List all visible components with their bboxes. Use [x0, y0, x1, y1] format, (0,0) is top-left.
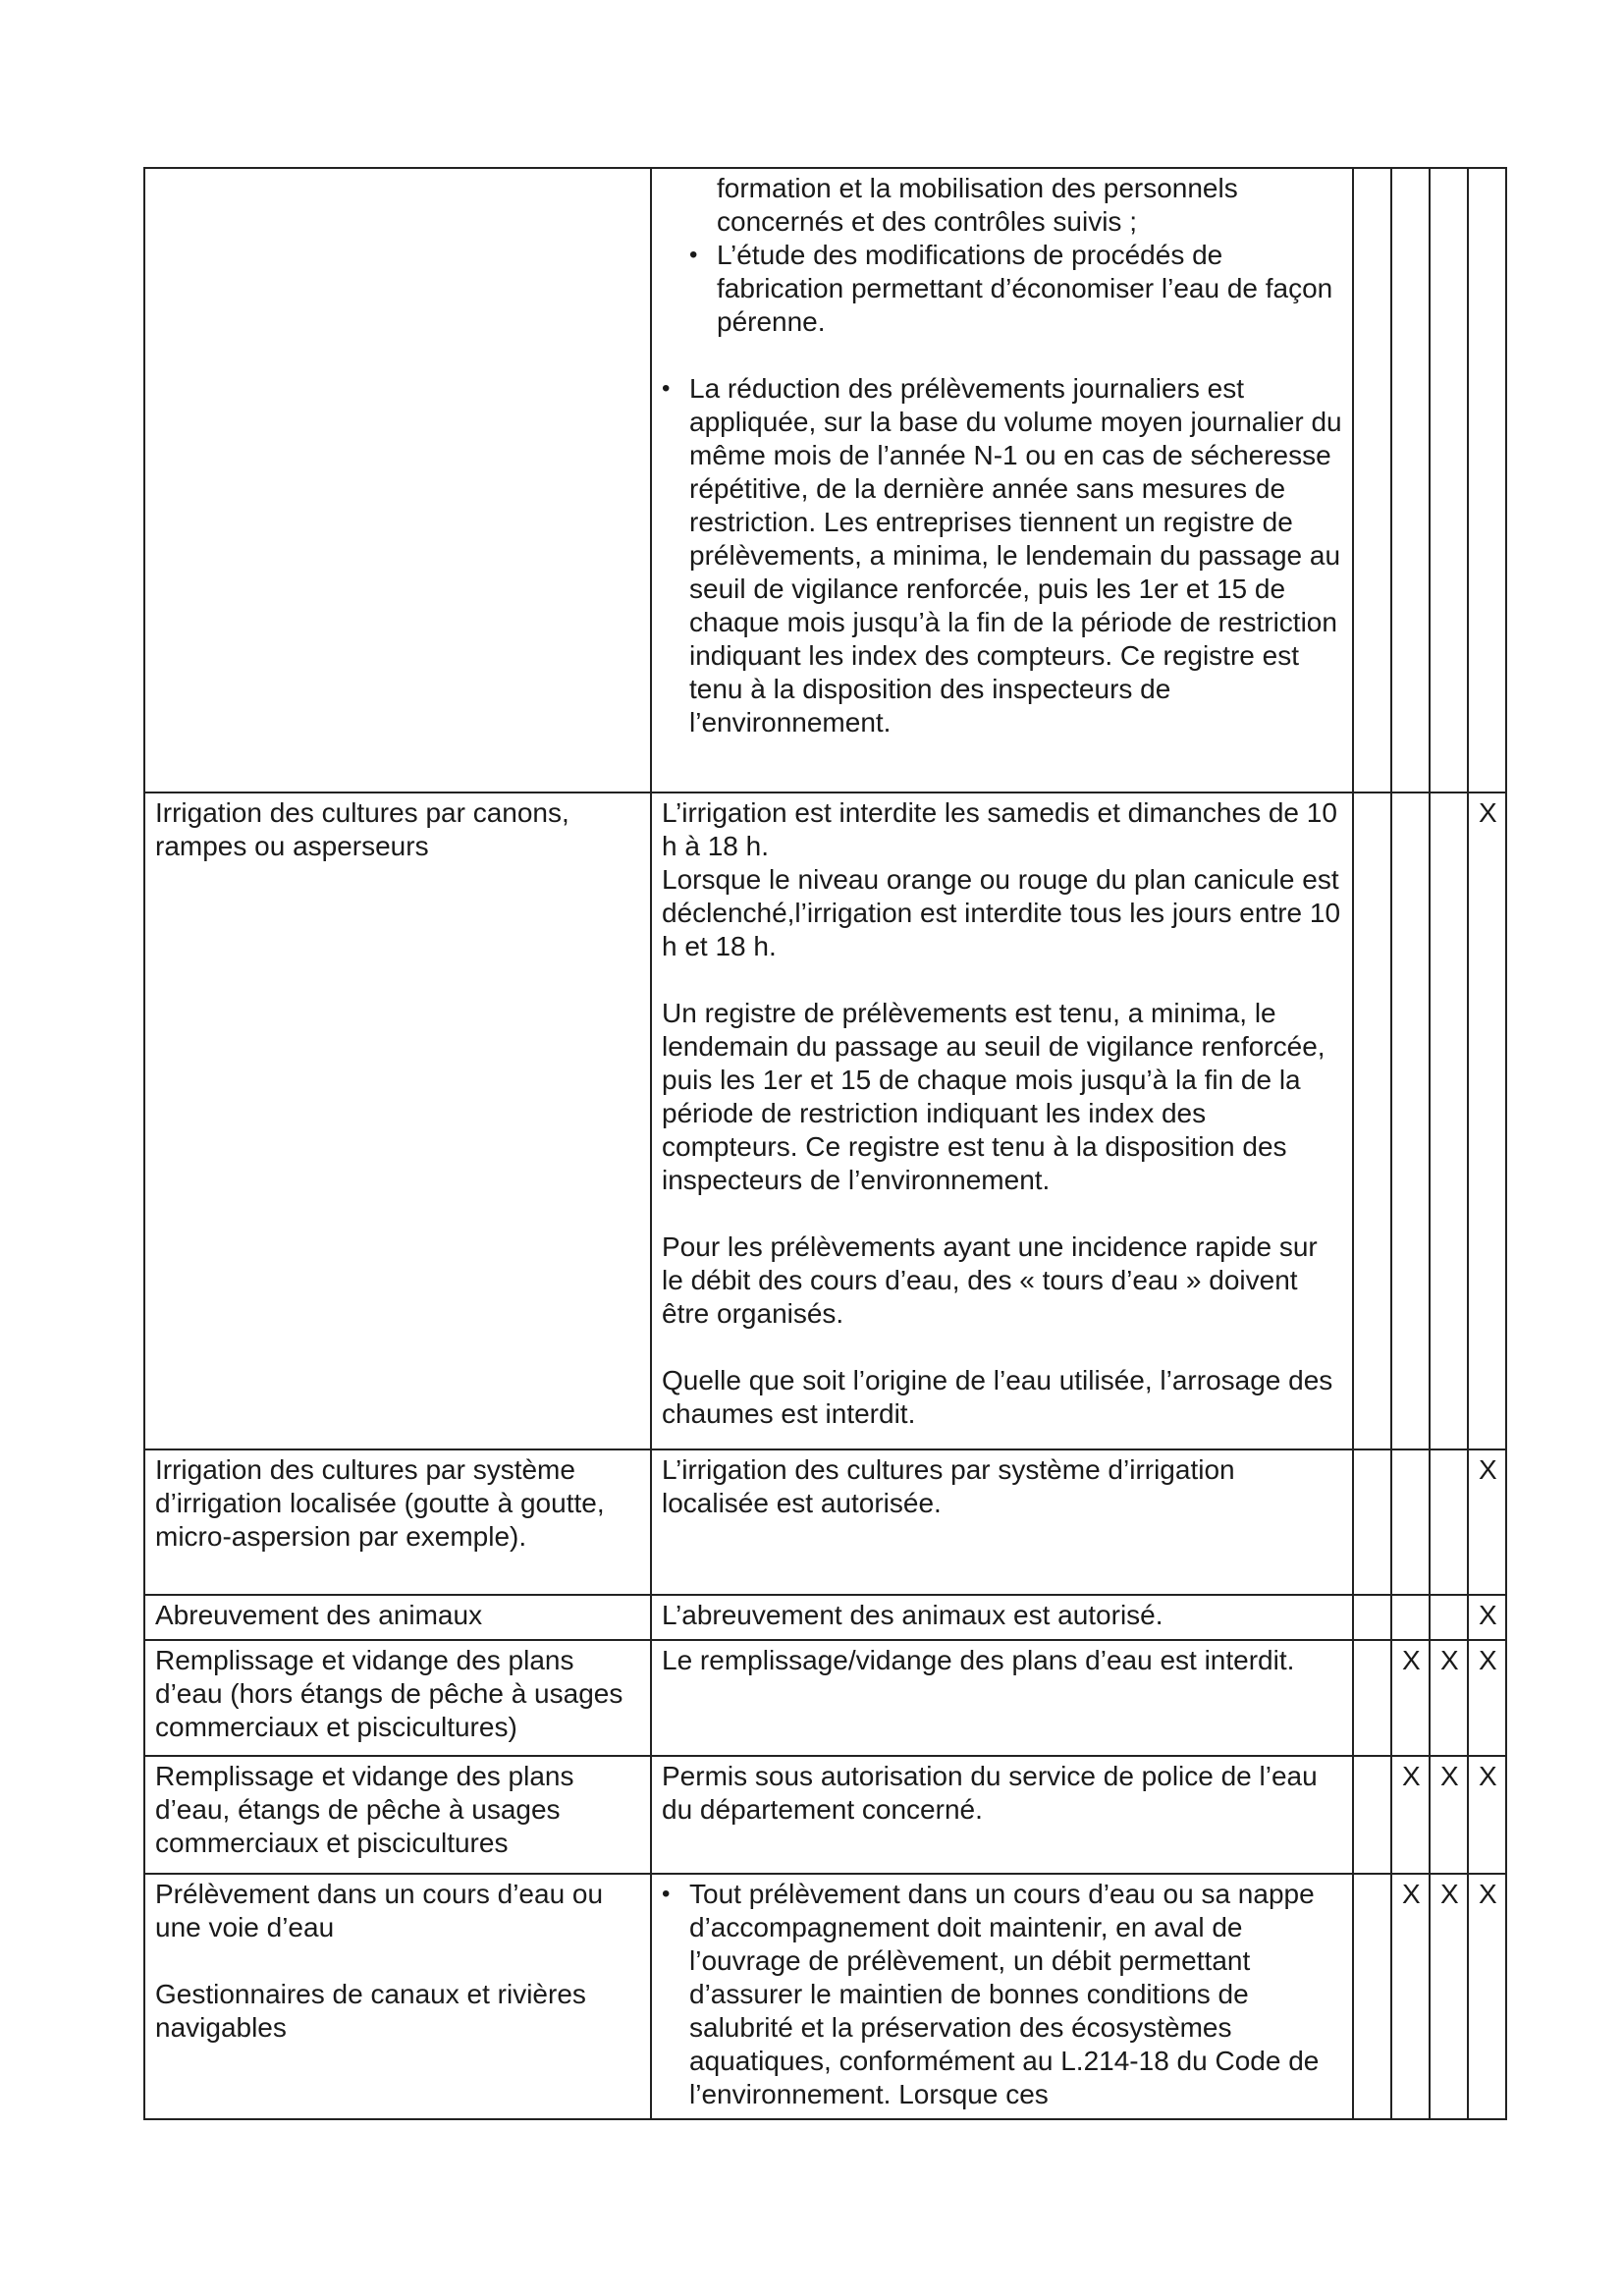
measure-cell — [651, 1874, 1353, 2119]
measure-text: L’abreuvement des animaux est autorisé. — [662, 1600, 1163, 1630]
usage-cell — [144, 1449, 651, 1595]
usage-cell — [144, 1756, 651, 1874]
level-cell — [1353, 168, 1391, 793]
level-cell: X — [1430, 1640, 1468, 1756]
level-cell — [1353, 1449, 1391, 1595]
level-cell: X — [1391, 1756, 1430, 1874]
level-cell — [1353, 1595, 1391, 1640]
level-cell — [1430, 1595, 1468, 1640]
level-cell: X — [1391, 1874, 1430, 2119]
measure-cell — [651, 1449, 1353, 1595]
level-cell — [1430, 168, 1468, 793]
level-cell: X — [1468, 1449, 1506, 1595]
restriction-measures-table — [143, 167, 1507, 2120]
level-cell — [1353, 793, 1391, 1449]
measure-text: L’irrigation est interdite les samedis et dimanches de 10 h à 18 h. — [662, 797, 1337, 861]
usage-label: Remplissage et vidange des plans d’eau (hors étangs de pêche à usages commerciaux et piscicultures) — [155, 1645, 623, 1742]
measure-list — [662, 172, 1342, 339]
level-cell: X — [1468, 1874, 1506, 2119]
measure-text: Un registre de prélèvements est tenu, a minima, le lendemain du passage au seuil de vigilance renforcée, puis les 1er et 15 de chaque mois jusqu’à la fin de la période de restriction indiquant les index des compteurs. Ce registre est tenu à la disposition des inspecteurs de l’environnement. — [662, 998, 1325, 1195]
list-item: • L’étude des modifications de procédés de fabrication permettant d’économiser l’eau de façon pérenne. — [717, 239, 1342, 339]
measure-cell — [651, 1640, 1353, 1756]
level-cell: X — [1468, 1595, 1506, 1640]
measure-text: Permis sous autorisation du service de police de l’eau du département concerné. — [662, 1761, 1318, 1825]
level-cell: X — [1468, 1756, 1506, 1874]
usage-cell — [144, 1640, 651, 1756]
measure-list — [662, 372, 1342, 739]
measure-text: Pour les prélèvements ayant une incidence rapide sur le débit des cours d’eau, des « tours d’eau » doivent être organisés. — [662, 1231, 1318, 1329]
measure-text: Quelle que soit l’origine de l’eau utilisée, l’arrosage des chaumes est interdit. — [662, 1365, 1333, 1429]
table-row — [144, 1640, 1506, 1756]
table-row — [144, 168, 1506, 793]
measure-list — [662, 1878, 1342, 2111]
measure-text: L’irrigation des cultures par système d’irrigation localisée est autorisée. — [662, 1454, 1235, 1518]
measure-cell — [651, 168, 1353, 793]
measure-cell — [651, 793, 1353, 1449]
table-row — [144, 1449, 1506, 1595]
table-row — [144, 793, 1506, 1449]
measure-text: Lorsque le niveau orange ou rouge du plan canicule est déclenché,l’irrigation est interdite tous les jours entre 10 h et 18 h. — [662, 864, 1341, 961]
table-row — [144, 1874, 1506, 2119]
list-item: • La réduction des prélèvements journaliers est appliquée, sur la base du volume moyen journalier du même mois de l’année N-1 ou en cas de sécheresse répétitive, de la dernière année sans mesures de restriction. Les entreprises tiennent un registre de prélèvements, a minima, le lendemain du passage au seuil de vigilance renforcée, puis les 1er et 15 de chaque mois jusqu’à la fin de la période de restriction indiquant les index des compteurs. Ce registre est tenu à la disposition des inspecteurs de l’environnement. — [689, 372, 1342, 739]
usage-label: Irrigation des cultures par système d’irrigation localisée (goutte à goutte, micro-aspersion par exemple). — [155, 1454, 605, 1552]
measure-text: Le remplissage/vidange des plans d’eau est interdit. — [662, 1645, 1295, 1675]
usage-cell — [144, 1874, 651, 2119]
level-cell — [1391, 1449, 1430, 1595]
usage-cell — [144, 168, 651, 793]
level-cell — [1391, 1595, 1430, 1640]
usage-label: Gestionnaires de canaux et rivières navigables — [155, 1979, 586, 2043]
usage-label: Remplissage et vidange des plans d’eau, étangs de pêche à usages commerciaux et piscicultures — [155, 1761, 574, 1858]
level-cell — [1391, 168, 1430, 793]
level-cell — [1430, 1449, 1468, 1595]
level-cell — [1430, 793, 1468, 1449]
list-item: formation et la mobilisation des personnels concernés et des contrôles suivis ; — [717, 173, 1238, 237]
level-cell — [1468, 168, 1506, 793]
usage-cell — [144, 793, 651, 1449]
table-row — [144, 1756, 1506, 1874]
usage-label: Abreuvement des animaux — [155, 1600, 483, 1630]
table-row — [144, 1595, 1506, 1640]
level-cell: X — [1391, 1640, 1430, 1756]
level-cell: X — [1430, 1756, 1468, 1874]
level-cell: X — [1468, 1640, 1506, 1756]
level-cell — [1353, 1756, 1391, 1874]
usage-cell — [144, 1595, 651, 1640]
usage-label: Irrigation des cultures par canons, rampes ou asperseurs — [155, 797, 569, 861]
list-item: • Tout prélèvement dans un cours d’eau ou sa nappe d’accompagnement doit maintenir, en aval de l’ouvrage de prélèvement, un débit permettant d’assurer le maintien de bonnes conditions de salubrité et la préservation des écosystèmes aquatiques, conformément au L.214-18 du Code de l’environnement. Lorsque ces — [689, 1878, 1342, 2111]
measure-cell — [651, 1756, 1353, 1874]
level-cell — [1391, 793, 1430, 1449]
level-cell — [1353, 1640, 1391, 1756]
usage-label: Prélèvement dans un cours d’eau ou une voie d’eau — [155, 1879, 604, 1942]
level-cell — [1353, 1874, 1391, 2119]
level-cell: X — [1468, 793, 1506, 1449]
measure-cell — [651, 1595, 1353, 1640]
level-cell: X — [1430, 1874, 1468, 2119]
